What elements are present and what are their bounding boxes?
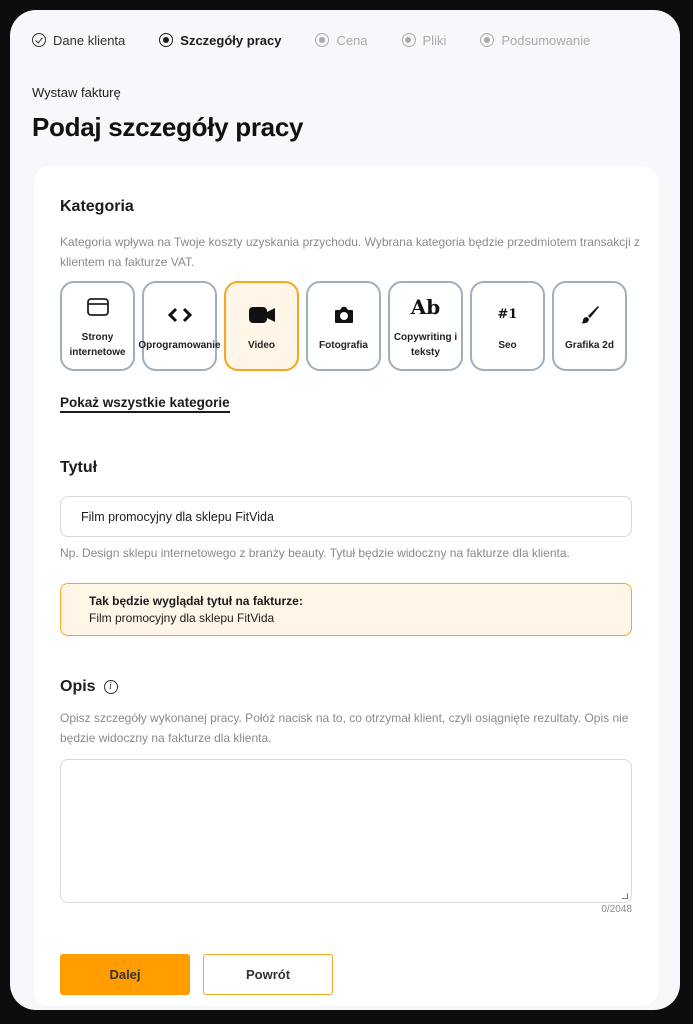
title-help: Np. Design sklepu internetowego z branży beauty. Tytuł będzie widoczny na fakturze dla klienta. bbox=[60, 546, 570, 560]
step-label: Szczegóły pracy bbox=[180, 32, 282, 48]
show-all-categories-link[interactable]: Pokaż wszystkie kategorie bbox=[60, 395, 230, 413]
category-tile-grafika-2d[interactable] bbox=[552, 281, 627, 371]
step-label: Dane klienta bbox=[53, 32, 126, 48]
tile-label: Oprogramowanie bbox=[138, 339, 221, 351]
text-ab-icon: Ab bbox=[410, 295, 441, 319]
category-tile-seo[interactable] bbox=[470, 281, 545, 371]
radio-dot-icon bbox=[480, 33, 494, 47]
category-tile-oprogramowanie[interactable] bbox=[138, 281, 221, 371]
step-cena[interactable] bbox=[315, 33, 367, 48]
radio-dot-icon bbox=[315, 33, 329, 47]
browser-window-icon bbox=[87, 292, 109, 322]
category-tile-copywriting[interactable] bbox=[388, 281, 463, 371]
code-brackets-icon bbox=[168, 300, 192, 330]
description-heading bbox=[60, 678, 118, 696]
step-label: Cena bbox=[336, 32, 368, 48]
step-label: Podsumowanie bbox=[501, 32, 591, 48]
description-heading-label: Opis bbox=[60, 678, 96, 695]
category-heading: Kategoria bbox=[60, 198, 134, 215]
info-icon[interactable]: i bbox=[104, 680, 118, 694]
step-pliki[interactable] bbox=[402, 33, 447, 48]
tile-label: Seo bbox=[498, 339, 517, 351]
tile-label: Video bbox=[247, 339, 276, 351]
step-dane-klienta[interactable] bbox=[32, 33, 125, 48]
page-title: Podaj szczegóły pracy bbox=[32, 112, 304, 142]
hash-one-icon: #1 bbox=[497, 307, 518, 322]
title-input[interactable]: Film promocyjny dla sklepu FitVida bbox=[60, 496, 632, 537]
camera-icon bbox=[334, 300, 354, 330]
paintbrush-icon bbox=[580, 300, 600, 330]
app-frame bbox=[10, 10, 680, 1010]
preview-value: Film promocyjny dla sklepu FitVida bbox=[89, 611, 275, 625]
step-label: Pliki bbox=[422, 32, 447, 48]
resize-handle-icon[interactable] bbox=[622, 893, 628, 899]
form-card bbox=[34, 166, 658, 1006]
tile-label: Strony internetowe bbox=[69, 332, 126, 358]
category-tile-strony-internetowe[interactable] bbox=[60, 281, 135, 371]
title-preview-box bbox=[60, 583, 632, 636]
tile-label: Grafika 2d bbox=[565, 339, 614, 351]
description-textarea[interactable] bbox=[60, 759, 632, 903]
character-counter: 0/2048 bbox=[601, 904, 632, 915]
step-szczegoly-pracy[interactable] bbox=[159, 33, 281, 48]
tile-label: Fotografia bbox=[319, 339, 368, 351]
description-help: Opisz szczegóły wykonanej pracy. Połóż nacisk na to, co otrzymał klient, czyli osiągnięte rezultaty. Opis nie będzie widoczny na fakturze dla klienta. bbox=[60, 711, 629, 745]
next-button[interactable]: Dalej bbox=[60, 954, 190, 995]
step-podsumowanie[interactable] bbox=[480, 33, 590, 48]
radio-dot-icon bbox=[402, 33, 416, 47]
category-tile-fotografia[interactable] bbox=[306, 281, 381, 371]
back-button[interactable]: Powrót bbox=[203, 954, 333, 995]
check-circle-icon bbox=[32, 33, 46, 47]
page-subtitle: Wystaw fakturę bbox=[32, 85, 121, 100]
preview-label: Tak będzie wyglądał tytuł na fakturze: bbox=[89, 594, 303, 608]
radio-dot-icon bbox=[159, 33, 173, 47]
video-camera-icon bbox=[248, 300, 276, 330]
title-heading: Tytuł bbox=[60, 459, 98, 476]
category-tiles bbox=[60, 281, 627, 371]
stepper bbox=[32, 30, 624, 50]
tile-label: Copywriting i teksty bbox=[393, 332, 458, 358]
category-tile-video[interactable] bbox=[224, 281, 299, 371]
category-help: Kategoria wpływa na Twoje koszty uzyskania przychodu. Wybrana kategoria będzie przedmiotem transakcji z klientem na fakturze VAT. bbox=[60, 235, 640, 269]
